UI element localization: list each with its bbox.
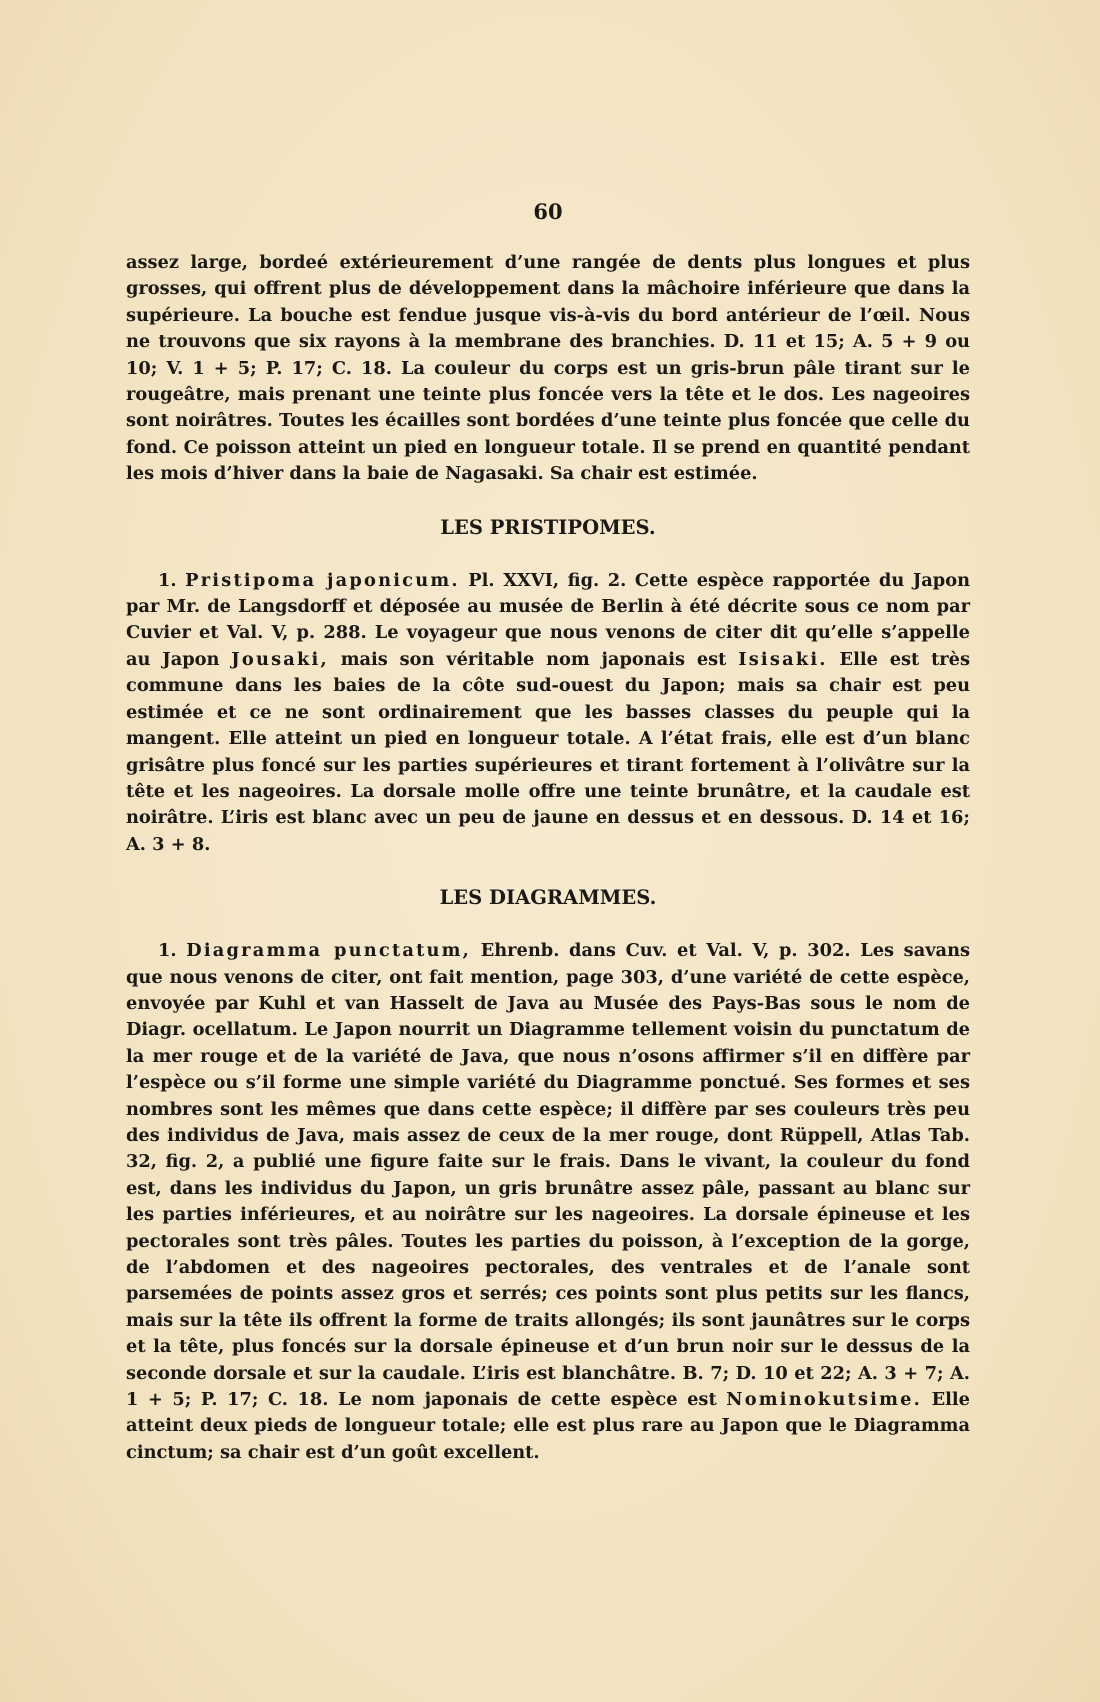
paragraph-text: Elle atteint deux pieds de longueur totale; elle est plus rare au Japon que le Diagramma cinctum; sa chair est d’un goût excellent.: [126, 1389, 971, 1463]
paragraph-text: Pl. XXVI, fig. 2. Cette espèce rapportée du Japon par Mr. de Langsdorff et déposée au musée de Berlin à été décrite sous ce nom par Cuvier et Val. V, p. 288. Le voyageur que nous venons de citer dit qu’elle s’appelle au Japon: [126, 569, 970, 670]
paragraph-text: Elle est très commune dans les baies de la côte sud-ouest du Japon; mais sa chair est peu estimée et ce ne sont ordinairement que les basses classes du peuple qui la mangent. Elle atteint un pied en longueur totale. A l’état frais, elle est d’un blanc grisâtre plus foncé sur les parties supérieures et tirant fortement à l’olivâtre sur la tête et les nageoires. La dorsale molle offre une teinte brunâtre, et la caudale est noirâtre. L’iris est blanc avec un peu de jaune en dessus et en dessous. D. 14 et 16; A. 3 + 8.: [126, 648, 970, 855]
japanese-name: Isisaki.: [738, 648, 828, 670]
pristipoma-paragraph: [126, 568, 970, 858]
page-number: 60: [533, 199, 563, 224]
entry-number: 1.: [158, 569, 177, 591]
japanese-name: Nominokutsime.: [726, 1389, 923, 1411]
species-name: Diagramma punctatum,: [186, 940, 472, 962]
section-heading-diagrammes: LES DIAGRAMMES.: [439, 886, 657, 910]
paragraph-text: mais son véritable nom japonais est: [328, 648, 739, 670]
section-heading-pristipomes: LES PRISTIPOMES.: [440, 515, 656, 539]
entry-number: 1.: [158, 940, 177, 962]
diagramma-paragraph: [126, 938, 970, 1466]
paragraph-text: Ehrenb. dans Cuv. et Val. V, p. 302. Les savans que nous venons de citer, ont fait mention, page 303, d’une variété de cette espèce, envoyée par Kuhl et van Hasselt de Java au Musée des Pays-Bas sous le nom de Diagr. ocellatum. Le Japon nourrit un Diagramme tellement voisin du punctatum de la mer rouge et de la variété de Java, que nous n’osons affirmer s’il en diffère par l’espèce ou s’il forme une simple variété du Diagramme ponctué. Ses formes et ses nombres sont les mêmes que dans cette espèce; il diffère par ses couleurs très peu des individus de Java, mais assez de ceux de la mer rouge, dont Rüppell, Atlas Tab. 32, fig. 2, a publié une figure faite sur le frais. Dans le vivant, la couleur du fond est, dans les individus du Japon, un gris brunâtre assez pâle, passant au blanc sur les parties inférieures, et au noirâtre sur les nageoires. La dorsale épineuse et les pectorales sont très pâles. Toutes les parties du poisson, à l’exception de la gorge, de l’abdomen et des nageoires pectorales, des ventrales et de l’anale sont parsemées de points assez gros et serrés; ces points sont plus petits sur les flancs, mais sur la tête ils offrent la forme de traits allongés; ils sont jaunâtres sur le corps et la tête, plus foncés sur la dorsale épineuse et d’un brun noir sur le dessus de la seconde dorsale et sur la caudale. L’iris est blanchâtre. B. 7; D. 10 et 22; A. 3 + 7; A. 1 + 5; P. 17; C. 18. Le nom japonais de cette espèce est: [126, 940, 971, 1411]
species-name: Pristipoma japonicum.: [185, 569, 460, 591]
intro-paragraph: assez large, bordeé extérieurement d’une rangée de dents plus longues et plus grosses, qui offrent plus de développement dans la mâchoire inférieure que dans la supérieure. La bouche est fendue jusque vis-à-vis du bord antérieur de l’œil. Nous ne trouvons que six rayons à la membrane des branchies. D. 11 et 15; A. 5 + 9 ou 10; V. 1 + 5; P. 17; C. 18. La couleur du corps est un gris-brun pâle tirant sur le rougeâtre, mais prenant une teinte plus foncée vers la tête et le dos. Les nageoires sont noirâtres. Toutes les écailles sont bordées d’une teinte plus foncée que celle du fond. Ce poisson atteint un pied en longueur totale. Il se prend en quantité pendant les mois d’hiver dans la baie de Nagasaki. Sa chair est estimée.: [126, 252, 970, 485]
japanese-name: Jousaki,: [231, 648, 329, 670]
text-block: [126, 196, 970, 1466]
